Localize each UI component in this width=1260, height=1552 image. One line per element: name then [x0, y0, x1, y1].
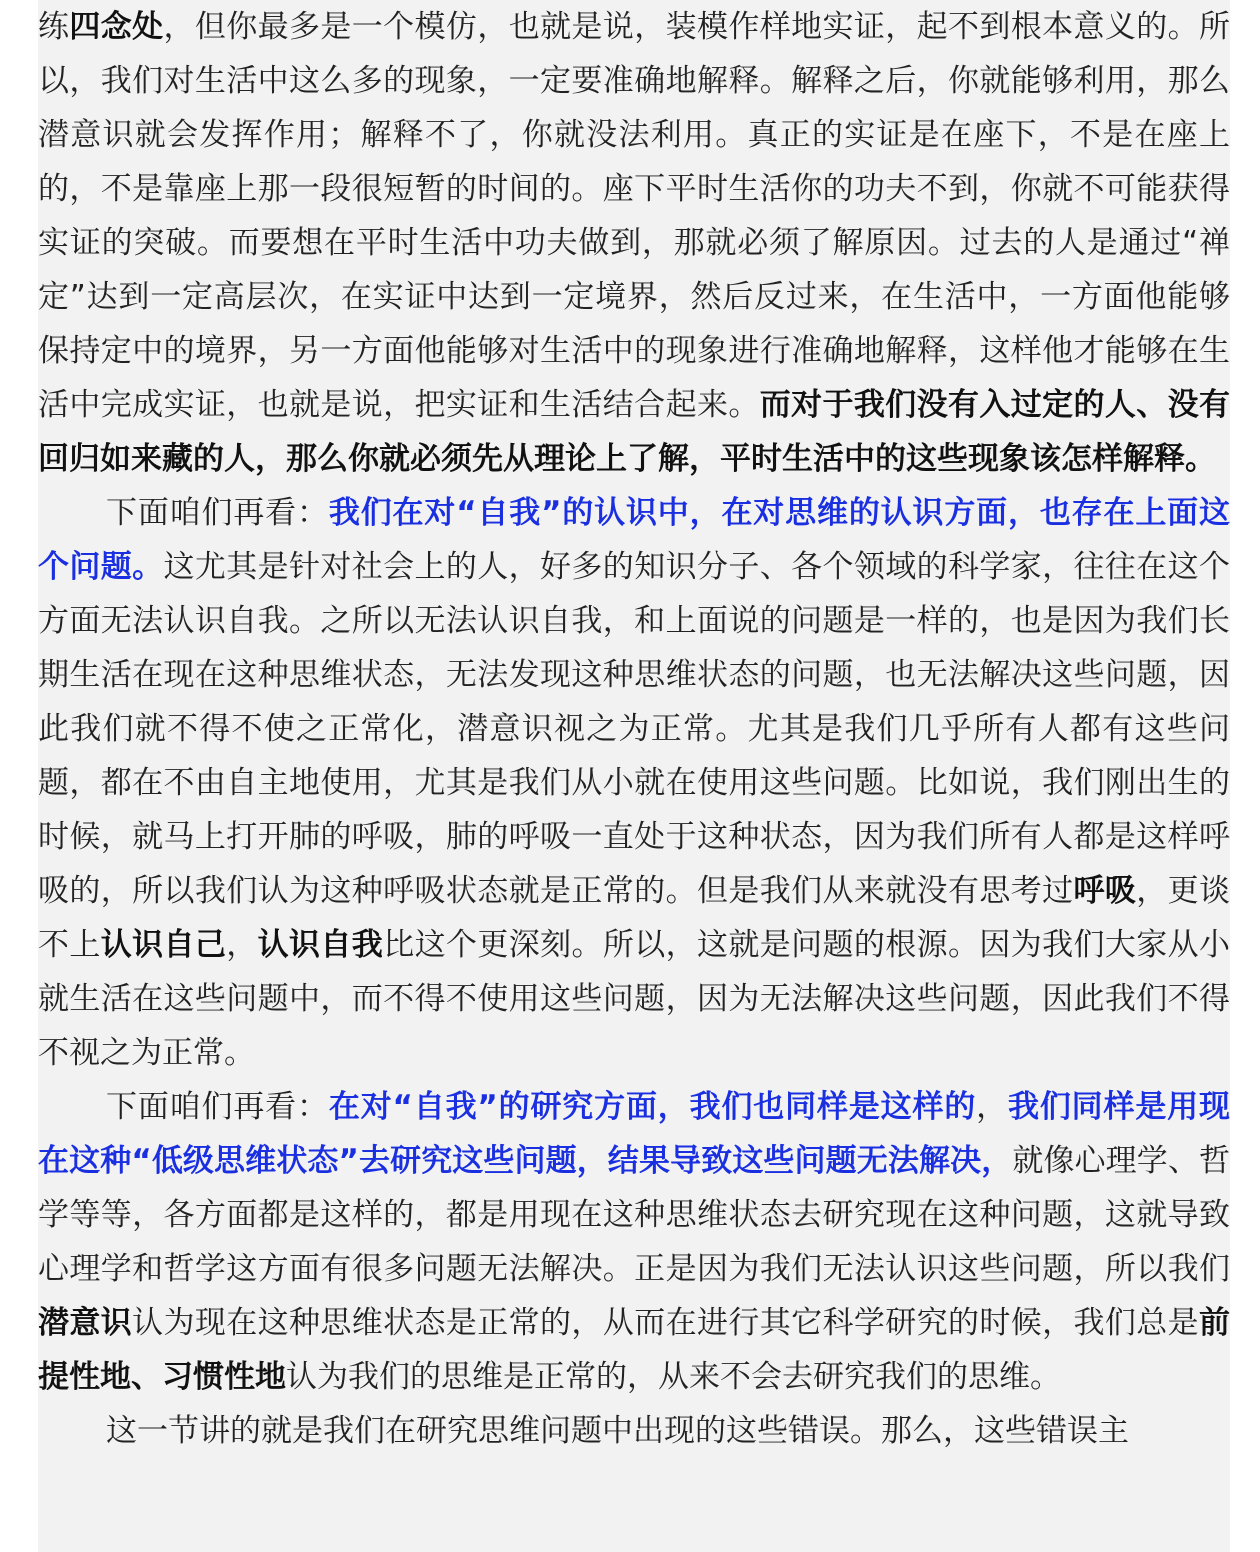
- bold-text: 前提性地、习惯性地: [38, 1305, 1230, 1395]
- body-text: 认为现在这种思维状态是正常的，从而在进行其它科学研究的时候，我们总是: [132, 1305, 1200, 1341]
- paragraph-1: [38, 0, 1230, 486]
- body-text: 练: [38, 9, 70, 45]
- body-text: ，但你最多是一个模仿，也就是说，装模作样地实证，起不到根本意义的。所以，我们对生活中这么多的现象，一定要准确地解释。解释之后，你就能够利用，那么潜意识就会发挥作用；解释不了，你就没法利用。真正的实证是在座下，不是在座上的，不是靠座上那一段很短暂的时间的。座下平时生活你的功夫不到，你就不可能获得实证的突破。而要想在平时生活中功夫做到，那就必须了解原因。过去的人是通过“禅定”达到一定高层次，在实证中达到一定境界，然后反过来，在生活中，一方面他能够保持定中的境界，另一方面他能够对生活中的现象进行准确地解释，这样他才能够在生活中完成实证，也就是说，把实证和生活结合起来。: [38, 9, 1230, 423]
- bold-text: 四念处: [69, 9, 164, 45]
- body-text: 下面咱们再看：: [106, 495, 329, 531]
- body-text: ，更谈不上: [38, 873, 1230, 963]
- highlight-text: 我们在对“自我”的认识中，在对思维的认识方面，也存在上面这个问题。: [38, 495, 1230, 585]
- bold-text: 认识自我: [257, 927, 384, 963]
- body-text: 就像心理学、哲学等等，各方面都是这样的，都是用现在这种思维状态去研究现在这种问题，这就导致心理学和哲学这方面有很多问题无法解决。正是因为我们无法认识这些问题，所以我们: [38, 1143, 1230, 1287]
- body-text: 这尤其是针对社会上的人，好多的知识分子、各个领域的科学家，往往在这个方面无法认识自我。之所以无法认识自我，和上面说的问题是一样的，也是因为我们长期生活在现在这种思维状态，无法发现这种思维状态的问题，也无法解决这些问题，因此我们就不得不使之正常化，潜意识视之为正常。尤其是我们几乎所有人都有这些问题，都在不由自主地使用，尤其是我们从小就在使用这些问题。比如说，我们刚出生的时候，就马上打开肺的呼吸，肺的呼吸一直处于这种状态，因为我们所有人都是这样呼吸的，所以我们认为这种呼吸状态就是正常的。但是我们从来就没有思考过: [38, 549, 1230, 909]
- bold-text: 潜意识: [38, 1305, 133, 1341]
- body-text: ，: [226, 927, 258, 963]
- bold-text: 呼吸: [1073, 873, 1137, 909]
- body-text: 认为我们的思维是正常的，从来不会去研究我们的思维。: [286, 1359, 1061, 1395]
- document-body: [38, 0, 1230, 1458]
- bold-text: 而对于我们没有入过定的人、没有回归如来藏的人，那么你就必须先从理论上了解，平时生活中的这些现象该怎样解释。: [38, 387, 1230, 477]
- body-text: 这一节讲的就是我们在研究思维问题中出现的这些错误。那么，这些错误主: [106, 1413, 1129, 1449]
- paragraph-3: [38, 1080, 1230, 1404]
- document-page: [38, 0, 1230, 1552]
- paragraph-2: [38, 486, 1230, 1080]
- body-text: ，: [976, 1089, 1008, 1125]
- highlight-text: 在对“自我”的研究方面，我们也同样是这样的: [328, 1089, 977, 1125]
- bold-text: 认识自己: [100, 927, 227, 963]
- highlight-text: 我们同样是用现在这种“低级思维状态”去研究这些问题，结果导致这些问题无法解决，: [38, 1089, 1230, 1179]
- paragraph-4: [38, 1404, 1230, 1458]
- body-text: 下面咱们再看：: [106, 1089, 329, 1125]
- body-text: 比这个更深刻。所以，这就是问题的根源。因为我们大家从小就生活在这些问题中，而不得不使用这些问题，因为无法解决这些问题，因此我们不得不视之为正常。: [38, 927, 1230, 1071]
